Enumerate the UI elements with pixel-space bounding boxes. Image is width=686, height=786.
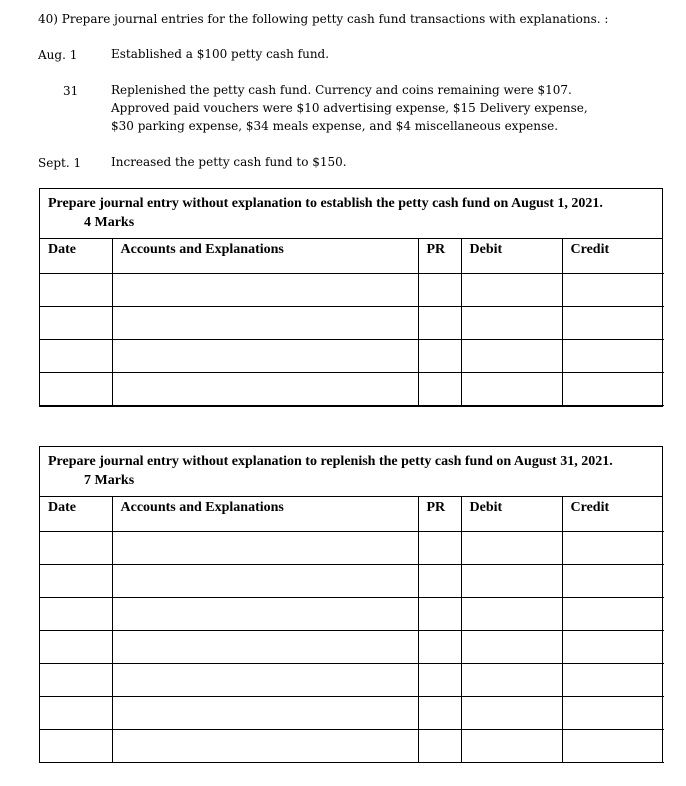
table-row xyxy=(40,564,664,597)
table-row xyxy=(40,729,664,762)
credit-cell[interactable] xyxy=(562,372,664,405)
credit-cell[interactable] xyxy=(562,531,664,564)
pr-cell[interactable] xyxy=(418,597,461,630)
journal-2-table xyxy=(40,497,664,763)
debit-cell[interactable] xyxy=(461,729,562,762)
credit-cell[interactable] xyxy=(562,696,664,729)
column-header-pr: PR xyxy=(418,239,461,273)
credit-cell[interactable] xyxy=(562,663,664,696)
journal-2-instruction: Prepare journal entry without explanation to replenish the petty cash fund on August 31, 2021. xyxy=(48,454,613,469)
credit-cell[interactable] xyxy=(562,339,664,372)
transaction-date: Aug. 1 xyxy=(38,48,78,62)
date-cell[interactable] xyxy=(40,339,112,372)
date-cell[interactable] xyxy=(40,597,112,630)
transaction-description xyxy=(111,81,588,135)
pr-cell[interactable] xyxy=(418,339,461,372)
account-cell[interactable] xyxy=(112,630,418,663)
credit-cell[interactable] xyxy=(562,729,664,762)
pr-cell[interactable] xyxy=(418,306,461,339)
transaction-line: $30 parking expense, $34 meals expense, and $4 miscellaneous expense. xyxy=(111,119,559,133)
transaction-description xyxy=(111,153,347,171)
pr-cell[interactable] xyxy=(418,696,461,729)
account-cell[interactable] xyxy=(112,696,418,729)
question-text: 40) Prepare journal entries for the following petty cash fund transactions with explanations. : xyxy=(38,12,609,26)
pr-cell[interactable] xyxy=(418,564,461,597)
credit-cell[interactable] xyxy=(562,273,664,306)
date-cell[interactable] xyxy=(40,729,112,762)
debit-cell[interactable] xyxy=(461,372,562,405)
debit-cell[interactable] xyxy=(461,663,562,696)
transaction-date: Sept. 1 xyxy=(38,156,82,170)
transaction-line: Increased the petty cash fund to $150. xyxy=(111,155,347,169)
debit-cell[interactable] xyxy=(461,597,562,630)
journal-1-table xyxy=(40,239,664,406)
journal-1-instruction: Prepare journal entry without explanation to establish the petty cash fund on August 1, 2021. xyxy=(48,196,603,211)
column-header-pr: PR xyxy=(418,497,461,531)
credit-cell[interactable] xyxy=(562,306,664,339)
pr-cell[interactable] xyxy=(418,729,461,762)
date-cell[interactable] xyxy=(40,273,112,306)
pr-cell[interactable] xyxy=(418,663,461,696)
pr-cell[interactable] xyxy=(418,273,461,306)
transaction-line: Approved paid vouchers were $10 advertising expense, $15 Delivery expense, xyxy=(111,101,588,115)
column-header-credit: Credit xyxy=(562,239,664,273)
account-cell[interactable] xyxy=(112,339,418,372)
date-cell[interactable] xyxy=(40,663,112,696)
journal-2-title xyxy=(40,447,662,497)
table-row xyxy=(40,663,664,696)
date-cell[interactable] xyxy=(40,531,112,564)
table-row xyxy=(40,273,664,306)
journal-entry-2 xyxy=(39,446,663,763)
account-cell[interactable] xyxy=(112,663,418,696)
transaction-line: Established a $100 petty cash fund. xyxy=(111,47,330,61)
credit-cell[interactable] xyxy=(562,597,664,630)
journal-1-marks: 4 Marks xyxy=(84,215,135,230)
date-cell[interactable] xyxy=(40,696,112,729)
debit-cell[interactable] xyxy=(461,339,562,372)
column-header-date: Date xyxy=(40,239,112,273)
debit-cell[interactable] xyxy=(461,696,562,729)
account-cell[interactable] xyxy=(112,597,418,630)
transaction-description xyxy=(111,45,329,63)
account-cell[interactable] xyxy=(112,729,418,762)
column-header-credit: Credit xyxy=(562,497,664,531)
column-header-debit: Debit xyxy=(461,239,562,273)
account-cell[interactable] xyxy=(112,531,418,564)
journal-2-marks: 7 Marks xyxy=(84,473,135,488)
date-cell[interactable] xyxy=(40,372,112,405)
transaction-date: 31 xyxy=(63,84,79,98)
debit-cell[interactable] xyxy=(461,564,562,597)
account-cell[interactable] xyxy=(112,273,418,306)
date-cell[interactable] xyxy=(40,630,112,663)
table-row xyxy=(40,339,664,372)
account-cell[interactable] xyxy=(112,306,418,339)
table-row xyxy=(40,630,664,663)
debit-cell[interactable] xyxy=(461,306,562,339)
table-row xyxy=(40,372,664,405)
table-row xyxy=(40,597,664,630)
debit-cell[interactable] xyxy=(461,273,562,306)
column-header-date: Date xyxy=(40,497,112,531)
transaction-line: Replenished the petty cash fund. Currency and coins remaining were $107. xyxy=(111,83,572,97)
credit-cell[interactable] xyxy=(562,564,664,597)
pr-cell[interactable] xyxy=(418,630,461,663)
account-cell[interactable] xyxy=(112,372,418,405)
column-header-accounts: Accounts and Explanations xyxy=(112,497,418,531)
table-row xyxy=(40,696,664,729)
date-cell[interactable] xyxy=(40,564,112,597)
journal-1-title xyxy=(40,189,662,239)
column-header-debit: Debit xyxy=(461,497,562,531)
journal-entry-1 xyxy=(39,188,663,407)
debit-cell[interactable] xyxy=(461,630,562,663)
column-header-accounts: Accounts and Explanations xyxy=(112,239,418,273)
account-cell[interactable] xyxy=(112,564,418,597)
debit-cell[interactable] xyxy=(461,531,562,564)
pr-cell[interactable] xyxy=(418,531,461,564)
pr-cell[interactable] xyxy=(418,372,461,405)
table-row xyxy=(40,531,664,564)
credit-cell[interactable] xyxy=(562,630,664,663)
table-row xyxy=(40,306,664,339)
date-cell[interactable] xyxy=(40,306,112,339)
